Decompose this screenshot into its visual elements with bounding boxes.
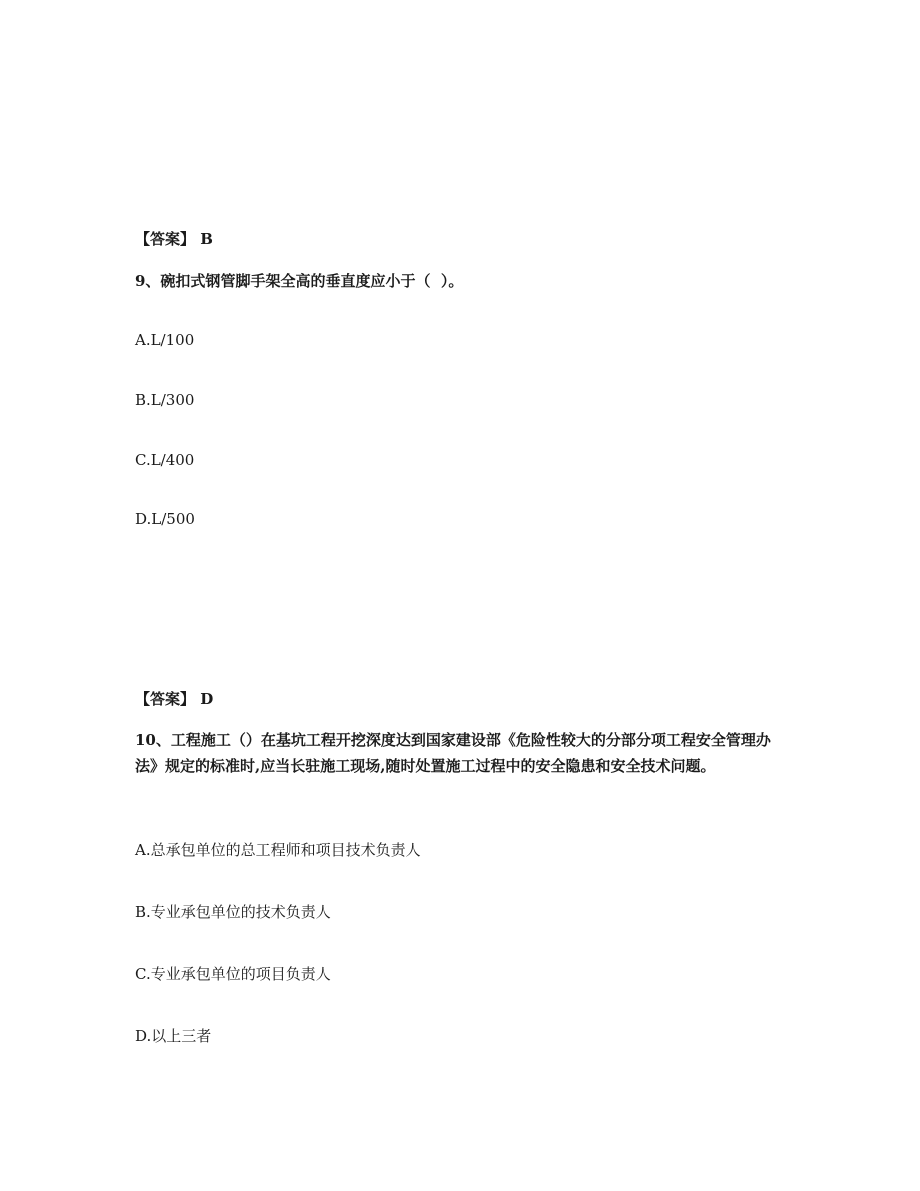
question-10-option-b: B.专业承包单位的技术负责人 [135, 903, 331, 921]
question-10-option-a: A.总承包单位的总工程师和项目技术负责人 [135, 841, 421, 859]
answer-label-q8: 【答案】 B [135, 230, 213, 248]
question-10-option-c: C.专业承包单位的项目负责人 [135, 965, 331, 983]
question-10-option-d: D.以上三者 [135, 1027, 212, 1045]
question-10-text: 10、工程施工（）在基坑工程开挖深度达到国家建设部《危险性较大的分部分项工程安全管理办法》规定的标准时,应当长驻施工现场,随时处置施工过程中的安全隐患和安全技术问题。 [135, 731, 771, 775]
question-9-option-b: B.L/300 [135, 391, 195, 409]
question-9-option-a: A.L/100 [135, 331, 195, 349]
answer-label-q9: 【答案】 D [135, 690, 214, 708]
question-9-text: 9、碗扣式钢管脚手架全高的垂直度应小于（ ）。 [135, 272, 464, 290]
question-9-option-d: D.L/500 [135, 510, 195, 528]
question-9-option-c: C.L/400 [135, 451, 195, 469]
